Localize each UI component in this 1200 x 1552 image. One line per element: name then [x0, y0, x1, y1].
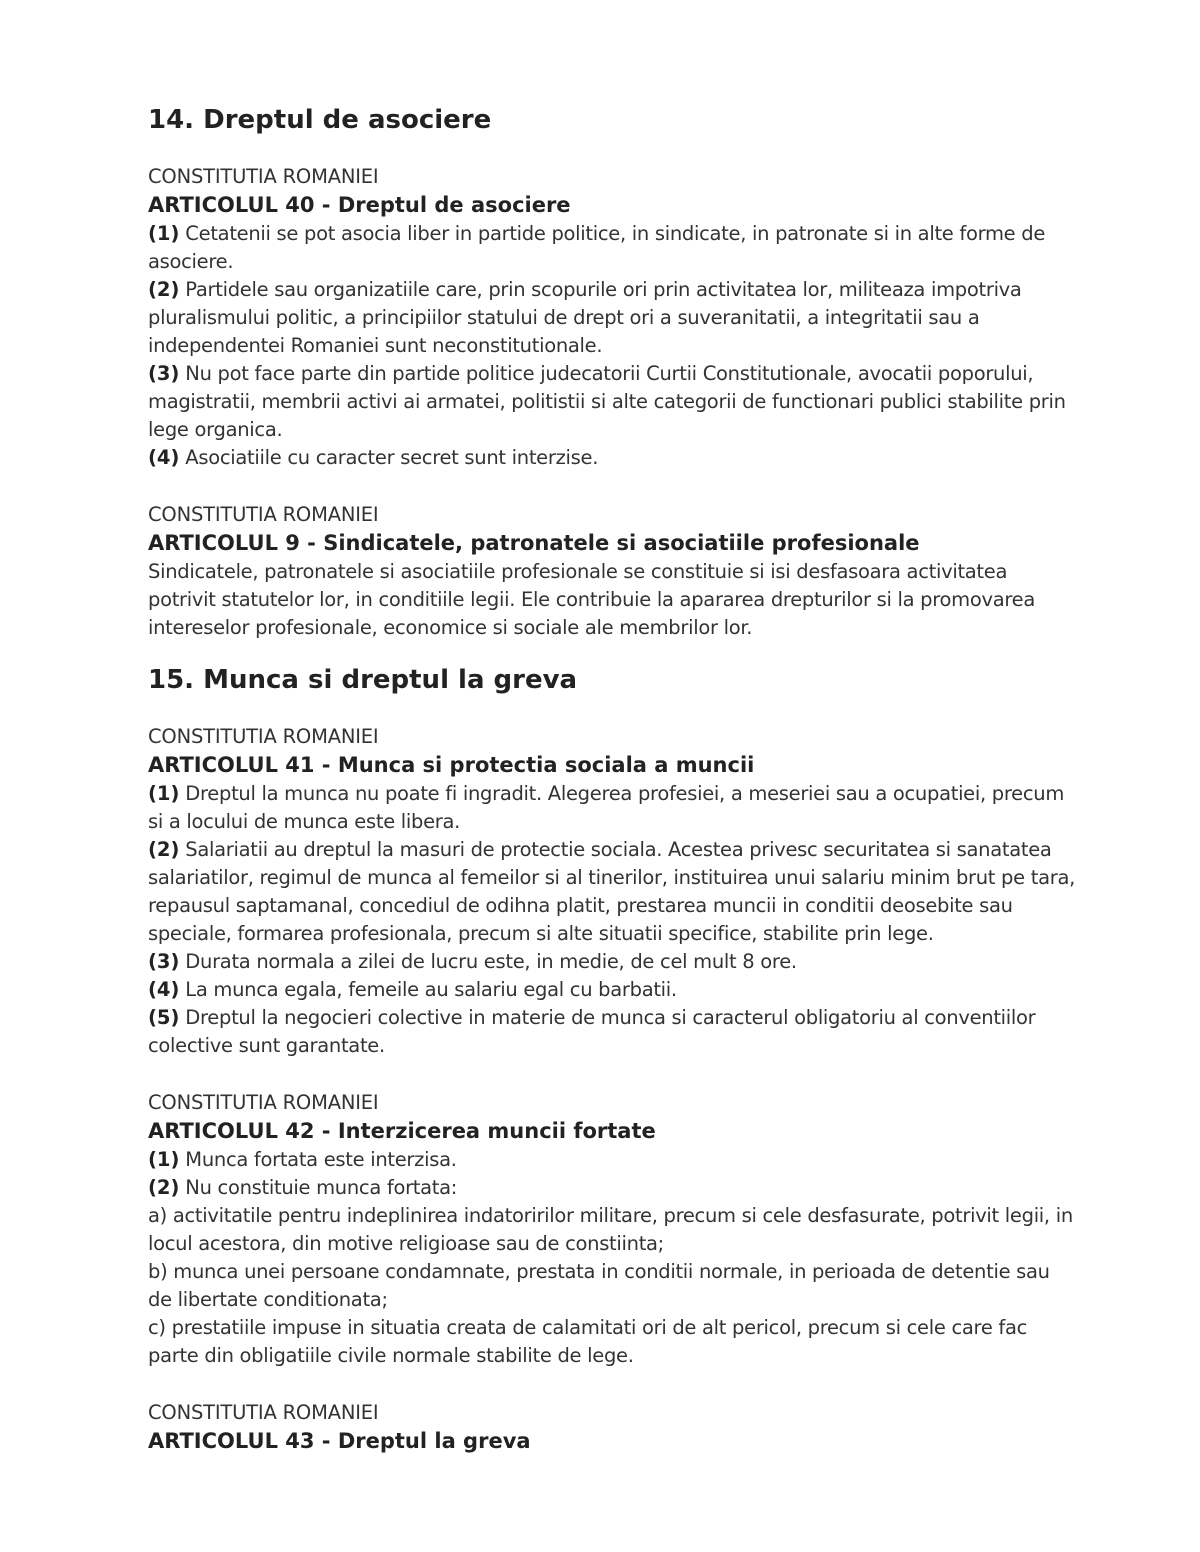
paragraph-text: Munca fortata este interzisa.	[179, 1148, 457, 1171]
paragraph	[148, 1174, 1078, 1202]
paragraph	[148, 1004, 1078, 1060]
paragraph-text: Durata normala a zilei de lucru este, in medie, de cel mult 8 ore.	[179, 950, 797, 973]
paragraph-number: (1)	[148, 782, 180, 805]
article-block	[148, 500, 1078, 642]
paragraph	[148, 780, 1078, 836]
paragraph-number: (3)	[148, 950, 180, 973]
article-block	[148, 162, 1078, 472]
source-label: CONSTITUTIA ROMANIEI	[148, 1401, 379, 1424]
paragraph	[148, 1314, 1078, 1370]
paragraph	[148, 276, 1078, 360]
paragraph-number: (1)	[148, 1148, 180, 1171]
article-block	[148, 1398, 1078, 1456]
paragraph-number: (2)	[148, 278, 180, 301]
paragraph-text: La munca egala, femeile au salariu egal cu barbatii.	[179, 978, 677, 1001]
paragraph	[148, 836, 1078, 948]
paragraph	[148, 360, 1078, 444]
paragraph-number: (2)	[148, 838, 180, 861]
paragraph-number: (5)	[148, 1006, 180, 1029]
article-block	[148, 1088, 1078, 1370]
paragraph	[148, 1258, 1078, 1314]
paragraph-number: (4)	[148, 446, 180, 469]
paragraph-text: Nu pot face parte din partide politice judecatorii Curtii Constitutionale, avocatii poporului, magistratii, membrii activi ai armatei, politistii si alte categorii de functionari publici stabilite prin lege organica.	[148, 362, 1066, 441]
paragraph-number: (2)	[148, 1176, 180, 1199]
source-label: CONSTITUTIA ROMANIEI	[148, 725, 379, 748]
section-title: 14. Dreptul de asociere	[148, 105, 492, 135]
paragraph	[148, 1146, 1078, 1174]
source-label: CONSTITUTIA ROMANIEI	[148, 503, 379, 526]
paragraph-text: b) munca unei persoane condamnate, prestata in conditii normale, in perioada de detentie sau de libertate conditionata;	[148, 1260, 1050, 1311]
paragraph-number: (1)	[148, 222, 180, 245]
paragraph-text: Cetatenii se pot asocia liber in partide politice, in sindicate, in patronate si in alte forme de asociere.	[148, 222, 1046, 273]
article-title: ARTICOLUL 9 - Sindicatele, patronatele si asociatiile profesionale	[148, 531, 920, 555]
article-title: ARTICOLUL 40 - Dreptul de asociere	[148, 193, 571, 217]
paragraph-text: a) activitatile pentru indeplinirea indatoririlor militare, precum si cele desfasurate, potrivit legii, in locul acestora, din motive religioase sau de constiinta;	[148, 1204, 1073, 1255]
source-label: CONSTITUTIA ROMANIEI	[148, 1091, 379, 1114]
paragraph-text: c) prestatiile impuse in situatia creata de calamitati ori de alt pericol, precum si cele care fac parte din obligatiile civile normale stabilite de lege.	[148, 1316, 1028, 1367]
paragraph-text: Dreptul la munca nu poate fi ingradit. Alegerea profesiei, a meseriei sau a ocupatiei, precum si a locului de munca este libera.	[148, 782, 1065, 833]
paragraph-text: Asociatiile cu caracter secret sunt interzise.	[179, 446, 599, 469]
paragraph	[148, 220, 1078, 276]
paragraph-text: Salariatii au dreptul la masuri de protectie sociala. Acestea privesc securitatea si sanatatea salariatilor, regimul de munca al femeilor si al tinerilor, instituirea unui salariu minim brut pe tara, repausul saptamanal, concediul de odihna platit, prestarea muncii in conditii deosebite sau speciale, formarea profesionala, precum si alte situatii specifice, stabilite prin lege.	[148, 838, 1075, 945]
paragraph-text: Dreptul la negocieri colective in materie de munca si caracterul obligatoriu al conventiilor colective sunt garantate.	[148, 1006, 1036, 1057]
paragraph	[148, 444, 1078, 472]
article-title: ARTICOLUL 43 - Dreptul la greva	[148, 1429, 531, 1453]
section-title: 15. Munca si dreptul la greva	[148, 665, 578, 695]
article-block	[148, 722, 1078, 1060]
paragraph-text: Partidele sau organizatiile care, prin scopurile ori prin activitatea lor, militeaza impotriva pluralismului politic, a principiilor statului de drept ori a suveranitatii, a integritatii sau a independentei Romaniei sunt neconstitutionale.	[148, 278, 1022, 357]
source-label: CONSTITUTIA ROMANIEI	[148, 165, 379, 188]
paragraph-text: Sindicatele, patronatele si asociatiile profesionale se constituie si isi desfasoara activitatea potrivit statutelor lor, in conditiile legii. Ele contribuie la apararea drepturilor si la promovarea intereselor profesionale, economice si sociale ale membrilor lor.	[148, 560, 1035, 639]
paragraph	[148, 976, 1078, 1004]
paragraph	[148, 948, 1078, 976]
paragraph-number: (3)	[148, 362, 180, 385]
paragraph-number: (4)	[148, 978, 180, 1001]
document-page	[148, 100, 1078, 1456]
paragraph-text: Nu constituie munca fortata:	[179, 1176, 458, 1199]
article-title: ARTICOLUL 42 - Interzicerea muncii fortate	[148, 1119, 656, 1143]
article-title: ARTICOLUL 41 - Munca si protectia sociala a muncii	[148, 753, 755, 777]
paragraph	[148, 1202, 1078, 1258]
paragraph	[148, 558, 1078, 642]
